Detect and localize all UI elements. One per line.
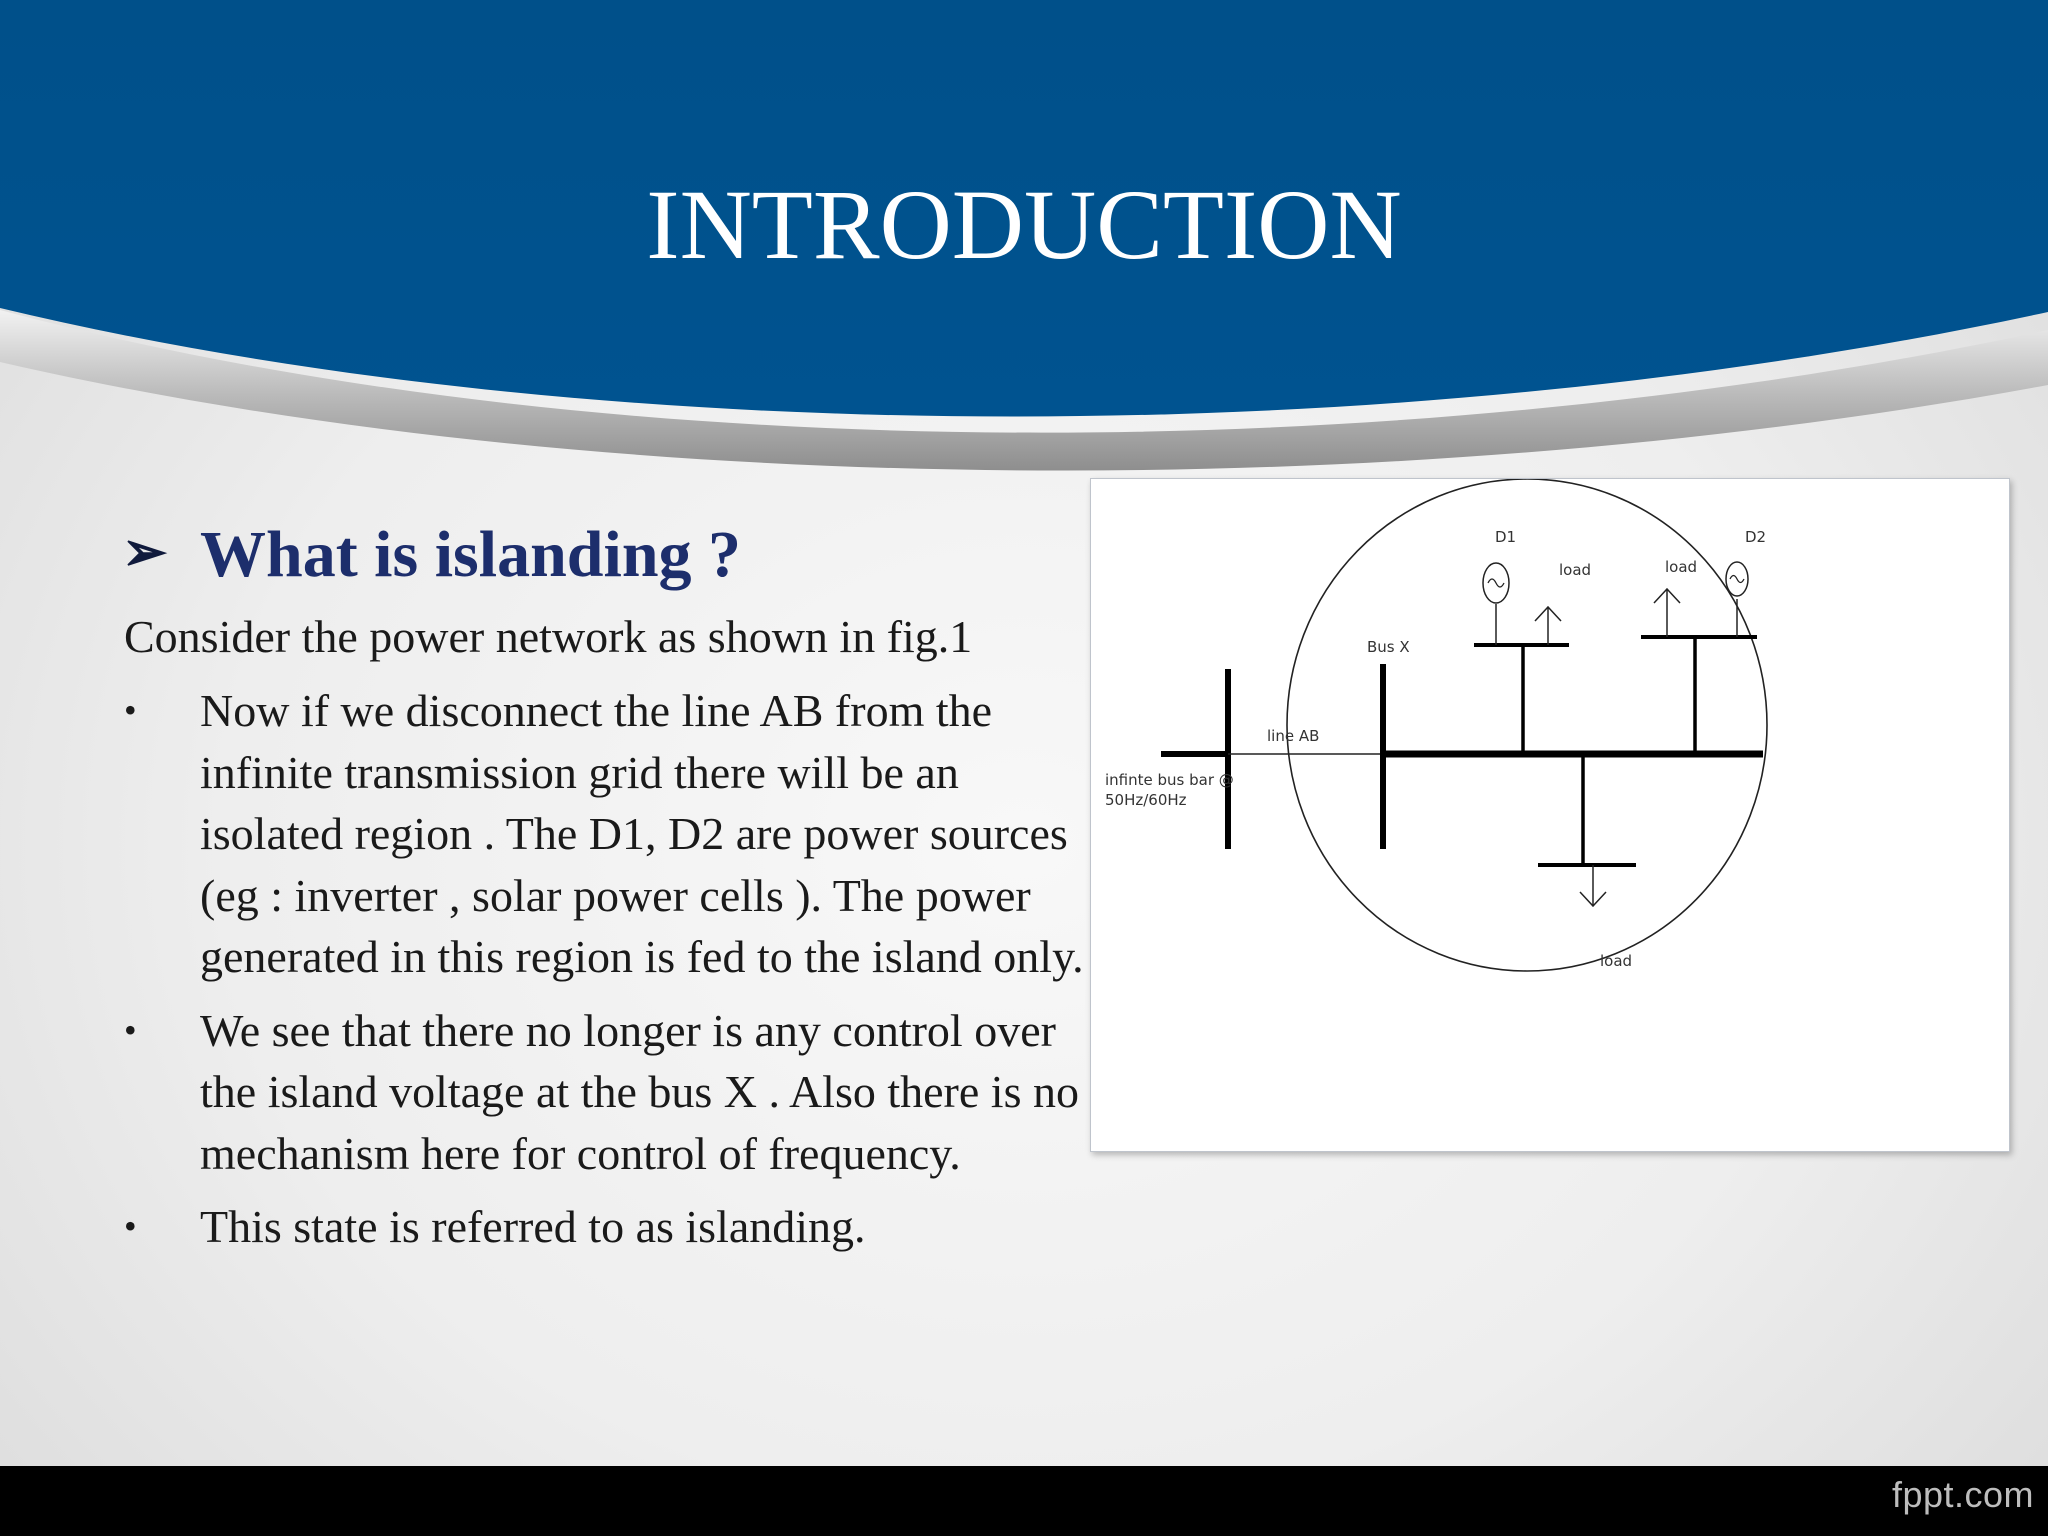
network-diagram [1091,479,2009,1151]
bullet-dot-icon: • [124,1206,137,1246]
infinite-bus-label: infinte bus bar @ [1105,771,1234,789]
bullet-list [124,680,1084,1270]
bullet-text: Now if we disconnect the line AB from the infinite transmission grid there will be an isolated region . The D1, D2 are power sources (eg : inverter , solar power cells ). The power generated in this region is fed to the island only. [200,685,1084,982]
load-2-label: load [1665,558,1698,576]
d2-label: D2 [1745,528,1767,546]
footer-bar [0,1466,2048,1536]
frequency-label: 50Hz/60Hz [1105,791,1187,809]
bullet-dot-icon: • [124,1009,137,1050]
bullet-item [124,1196,1084,1258]
bus-x-label: Bus X [1367,638,1410,656]
bullet-text: This state is referred to as islanding. [200,1201,866,1252]
bullet-item [124,680,1084,988]
load-1-label: load [1559,561,1592,579]
arrow-bullet-icon: ➢ [122,522,168,582]
brand-watermark: fppt.com [1891,1474,2034,1515]
bullet-text: We see that there no longer is any control over the island voltage at the bus X . Also there is no mechanism here for control of frequency. [200,1004,1079,1179]
slide-title: INTRODUCTION [646,169,1402,280]
section-heading [122,512,1082,595]
load-3-label: load [1600,952,1633,970]
network-diagram-figure [1090,478,2010,1152]
bullet-dot-icon: • [124,690,137,730]
line-ab-label: line AB [1267,727,1320,745]
bullet-item [124,1000,1084,1185]
section-heading-text: What is islanding ? [200,518,742,591]
intro-text: Consider the power network as shown in fig.1 [124,611,973,662]
d1-label: D1 [1495,528,1517,546]
